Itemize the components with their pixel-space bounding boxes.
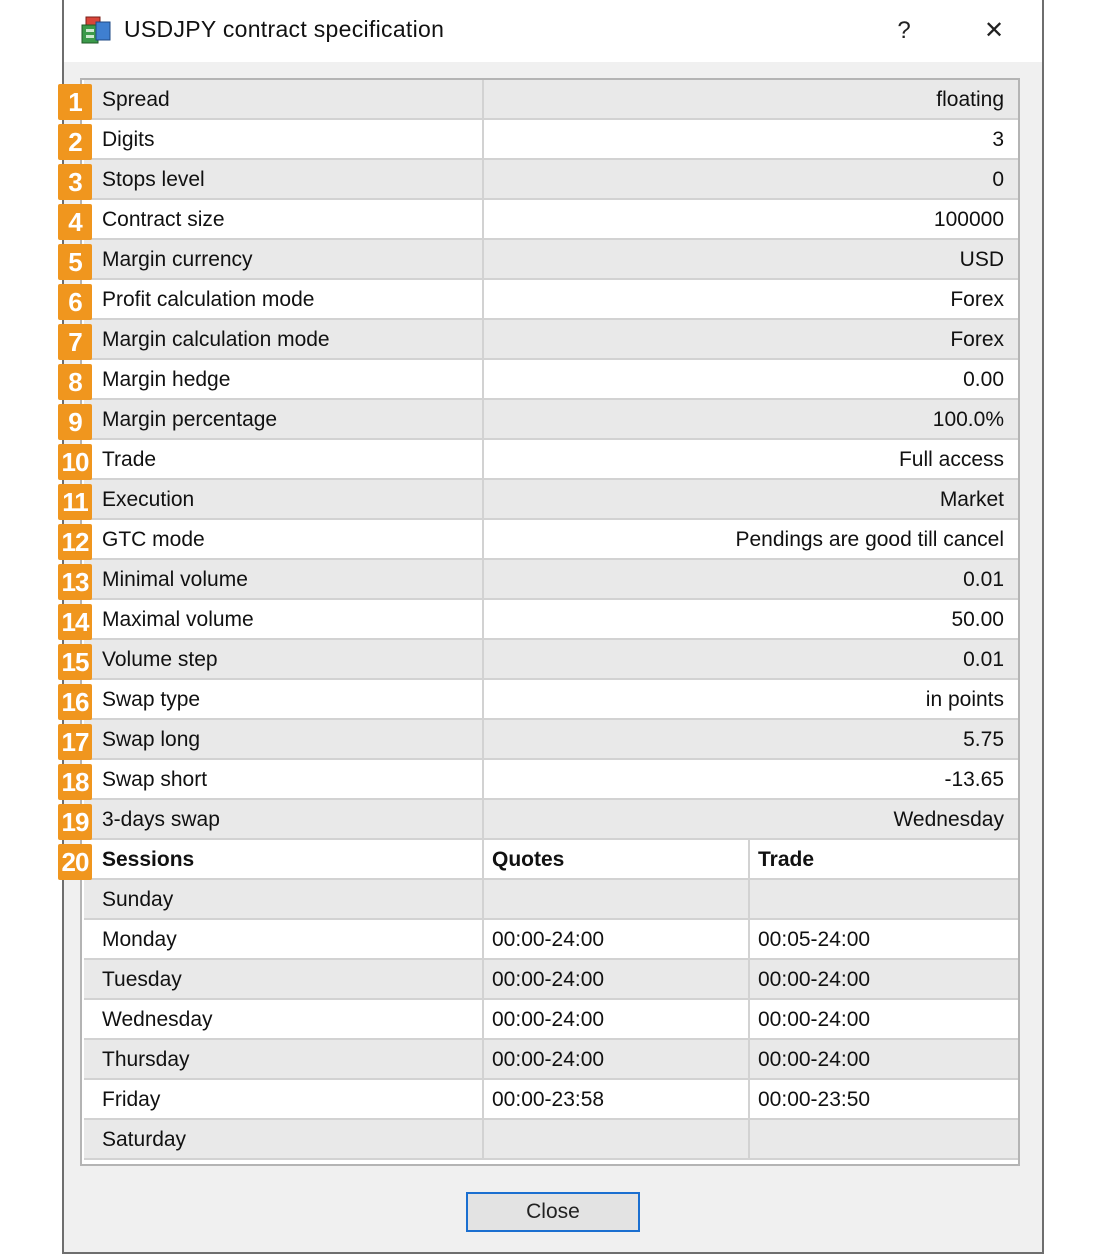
spec-value: 5.75 xyxy=(963,728,1004,751)
spec-value: Market xyxy=(939,488,1004,511)
session-trade xyxy=(758,880,1008,918)
session-trade: 00:00-24:00 xyxy=(758,968,871,991)
row-number-badge: 8 xyxy=(58,364,92,400)
spec-value: Forex xyxy=(950,328,1004,351)
column-divider xyxy=(482,840,484,878)
column-divider xyxy=(482,1080,484,1118)
column-divider xyxy=(482,800,484,838)
column-divider xyxy=(482,1000,484,1038)
column-divider xyxy=(482,920,484,958)
trade-header: Trade xyxy=(758,848,815,871)
spec-label: Swap short xyxy=(102,768,208,791)
spec-label: Minimal volume xyxy=(102,568,248,591)
spec-row[interactable] xyxy=(84,240,1018,280)
spec-value: Wednesday xyxy=(893,808,1004,831)
column-divider xyxy=(482,560,484,598)
spec-value: 50.00 xyxy=(951,608,1004,631)
session-trade: 00:00-23:50 xyxy=(758,1088,871,1111)
row-number-badge: 11 xyxy=(58,484,92,520)
spec-value: USD xyxy=(959,248,1004,271)
spec-label: Stops level xyxy=(102,168,205,191)
row-number-badge: 2 xyxy=(58,124,92,160)
spec-row[interactable] xyxy=(84,760,1018,800)
column-divider xyxy=(748,840,750,878)
spec-value: 0.01 xyxy=(963,648,1004,671)
session-day: Wednesday xyxy=(102,1008,213,1031)
column-divider xyxy=(482,240,484,278)
row-number-badge: 3 xyxy=(58,164,92,200)
session-row[interactable] xyxy=(84,1040,1018,1080)
session-row[interactable] xyxy=(84,880,1018,920)
row-number-badge: 17 xyxy=(58,724,92,760)
spec-label: 3-days swap xyxy=(102,808,220,831)
session-row[interactable] xyxy=(84,1120,1018,1160)
spec-row[interactable] xyxy=(84,320,1018,360)
column-divider xyxy=(482,520,484,558)
column-divider xyxy=(482,400,484,438)
column-divider xyxy=(482,720,484,758)
row-number-badge: 9 xyxy=(58,404,92,440)
column-divider xyxy=(482,320,484,358)
spec-row[interactable] xyxy=(84,480,1018,520)
spec-value: floating xyxy=(936,88,1004,111)
column-divider xyxy=(748,880,750,918)
row-number-badge: 5 xyxy=(58,244,92,280)
spec-label: Maximal volume xyxy=(102,608,254,631)
specification-table xyxy=(80,78,1020,1166)
row-number-badge: 16 xyxy=(58,684,92,720)
spec-value: Pendings are good till cancel xyxy=(735,528,1004,551)
column-divider xyxy=(482,200,484,238)
column-divider xyxy=(482,440,484,478)
spec-label: Volume step xyxy=(102,648,218,671)
column-divider xyxy=(482,120,484,158)
row-number-badge: 1 xyxy=(58,84,92,120)
row-number-badge: 4 xyxy=(58,204,92,240)
session-row[interactable] xyxy=(84,1080,1018,1120)
column-divider xyxy=(748,1000,750,1038)
spec-label: Margin percentage xyxy=(102,408,278,431)
column-divider xyxy=(748,960,750,998)
spec-value: in points xyxy=(925,688,1004,711)
help-button[interactable]: ? xyxy=(897,17,911,44)
session-quotes: 00:00-24:00 xyxy=(492,1008,605,1031)
column-divider xyxy=(482,680,484,718)
spec-label: Spread xyxy=(102,88,170,111)
session-trade: 00:00-24:00 xyxy=(758,1048,871,1071)
session-trade: 00:00-24:00 xyxy=(758,1008,871,1031)
column-divider xyxy=(482,280,484,318)
column-divider xyxy=(482,880,484,918)
spec-row[interactable] xyxy=(84,200,1018,240)
column-divider xyxy=(482,160,484,198)
session-quotes: 00:00-24:00 xyxy=(492,1048,605,1071)
session-trade xyxy=(758,1120,1008,1158)
column-divider xyxy=(482,760,484,798)
session-day: Monday xyxy=(102,928,177,951)
column-divider xyxy=(482,1120,484,1158)
session-day: Sunday xyxy=(102,888,174,911)
spec-value: -13.65 xyxy=(944,768,1004,791)
spec-row[interactable] xyxy=(84,680,1018,720)
column-divider xyxy=(748,1040,750,1078)
terminal-app-icon xyxy=(80,16,112,46)
row-number-badge: 18 xyxy=(58,764,92,800)
session-quotes: 00:00-24:00 xyxy=(492,968,605,991)
column-divider xyxy=(482,360,484,398)
spec-label: Margin calculation mode xyxy=(102,328,330,351)
column-divider xyxy=(482,960,484,998)
spec-label: Margin currency xyxy=(102,248,253,271)
contract-spec-dialog xyxy=(62,0,1044,1254)
spec-label: Execution xyxy=(102,488,195,511)
title-bar xyxy=(64,0,1042,62)
session-quotes: 00:00-24:00 xyxy=(492,928,605,951)
spec-row[interactable] xyxy=(84,160,1018,200)
spec-row[interactable] xyxy=(84,800,1018,840)
session-quotes xyxy=(492,1120,742,1158)
spec-row[interactable] xyxy=(84,400,1018,440)
spec-value: 0.00 xyxy=(963,368,1004,391)
spec-label: Trade xyxy=(102,448,157,471)
window-title: USDJPY contract specification xyxy=(124,16,445,42)
window-close-button[interactable]: ✕ xyxy=(983,17,1005,44)
session-day: Saturday xyxy=(102,1128,187,1151)
column-divider xyxy=(482,1040,484,1078)
spec-value: 0 xyxy=(992,168,1004,191)
sessions-header: Sessions xyxy=(102,848,195,871)
close-button[interactable]: Close xyxy=(466,1192,640,1232)
spec-row[interactable] xyxy=(84,360,1018,400)
spec-label: Digits xyxy=(102,128,155,151)
spec-label: Profit calculation mode xyxy=(102,288,315,311)
spec-row[interactable] xyxy=(84,600,1018,640)
column-divider xyxy=(748,1080,750,1118)
spec-row[interactable] xyxy=(84,640,1018,680)
row-number-badge: 7 xyxy=(58,324,92,360)
row-number-badge: 14 xyxy=(58,604,92,640)
spec-value: 100000 xyxy=(933,208,1004,231)
spec-label: Swap long xyxy=(102,728,201,751)
spec-label: Swap type xyxy=(102,688,201,711)
column-divider xyxy=(482,600,484,638)
session-row[interactable] xyxy=(84,1000,1018,1040)
session-trade: 00:05-24:00 xyxy=(758,928,871,951)
session-quotes: 00:00-23:58 xyxy=(492,1088,605,1111)
row-number-badge: 15 xyxy=(58,644,92,680)
spec-row[interactable] xyxy=(84,280,1018,320)
spec-value: 100.0% xyxy=(932,408,1004,431)
row-number-badge: 6 xyxy=(58,284,92,320)
session-day: Tuesday xyxy=(102,968,182,991)
row-number-badge: 19 xyxy=(58,804,92,840)
quotes-header: Quotes xyxy=(492,848,565,871)
column-divider xyxy=(482,80,484,118)
session-quotes xyxy=(492,880,742,918)
spec-value: 3 xyxy=(992,128,1004,151)
column-divider xyxy=(748,1120,750,1158)
column-divider xyxy=(482,640,484,678)
spec-label: Margin hedge xyxy=(102,368,231,391)
spec-row[interactable] xyxy=(84,720,1018,760)
session-day: Thursday xyxy=(102,1048,190,1071)
spec-row[interactable] xyxy=(84,560,1018,600)
session-row[interactable] xyxy=(84,960,1018,1000)
spec-row[interactable] xyxy=(84,80,1018,120)
row-number-badge: 10 xyxy=(58,444,92,480)
column-divider xyxy=(748,920,750,958)
column-divider xyxy=(482,480,484,518)
row-number-badge: 13 xyxy=(58,564,92,600)
spec-row[interactable] xyxy=(84,440,1018,480)
spec-value: Forex xyxy=(950,288,1004,311)
session-row[interactable] xyxy=(84,920,1018,960)
spec-value: Full access xyxy=(898,448,1004,471)
spec-row[interactable] xyxy=(84,120,1018,160)
spec-row[interactable] xyxy=(84,520,1018,560)
row-number-badge: 20 xyxy=(58,844,92,880)
spec-label: GTC mode xyxy=(102,528,205,551)
spec-label: Contract size xyxy=(102,208,225,231)
spec-value: 0.01 xyxy=(963,568,1004,591)
session-day: Friday xyxy=(102,1088,161,1111)
sessions-header-row xyxy=(84,840,1018,880)
row-number-badge: 12 xyxy=(58,524,92,560)
